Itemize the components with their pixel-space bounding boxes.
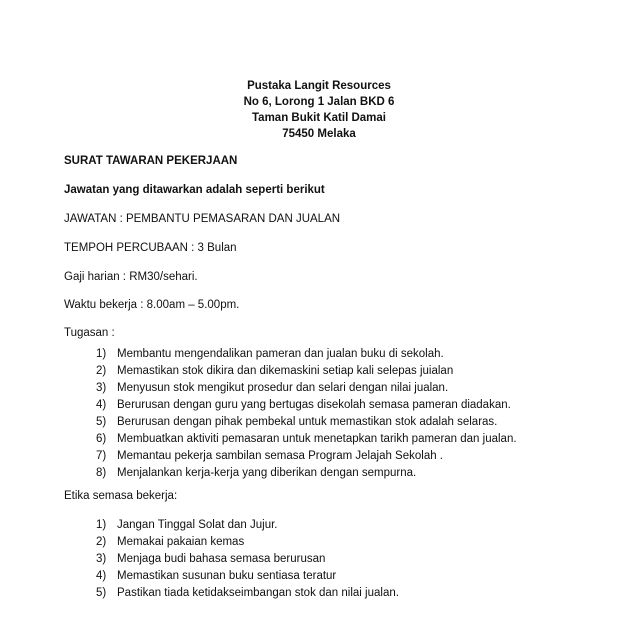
list-text: Memantau pekerja sambilan semasa Program Jelajah Sekolah .: [117, 450, 443, 462]
list-number: 3): [96, 553, 107, 565]
list-number: 6): [96, 433, 107, 445]
address-line-2: Taman Bukit Katil Damai: [252, 112, 386, 124]
list-number: 5): [96, 587, 107, 599]
list-text: Membuatkan aktiviti pemasaran untuk menetapkan tarikh pameran dan jualan.: [117, 433, 517, 445]
list-number: 1): [96, 348, 107, 360]
list-number: 2): [96, 536, 107, 548]
probation-line: TEMPOH PERCUBAAN : 3 Bulan: [64, 242, 237, 254]
salary-line: Gaji harian : RM30/sehari.: [64, 271, 198, 283]
list-number: 2): [96, 365, 107, 377]
hours-line: Waktu bekerja : 8.00am – 5.00pm.: [64, 299, 240, 311]
position-line: JAWATAN : PEMBANTU PEMASARAN DAN JUALAN: [64, 213, 341, 225]
duties-heading: Tugasan :: [64, 327, 115, 339]
list-text: Membantu mengendalikan pameran dan jualan buku di sekolah.: [117, 348, 444, 360]
list-text: Berurusan dengan pihak pembekal untuk memastikan stok adalah selaras.: [117, 416, 498, 428]
list-number: 1): [96, 519, 107, 531]
list-number: 7): [96, 450, 107, 462]
letter-subtitle: Jawatan yang ditawarkan adalah seperti berikut: [64, 184, 325, 196]
list-text: Pastikan tiada ketidakseimbangan stok dan nilai jualan.: [117, 587, 399, 599]
list-text: Menjalankan kerja-kerja yang diberikan dengan sempurna.: [117, 467, 417, 479]
list-number: 5): [96, 416, 107, 428]
address-line-3: 75450 Melaka: [282, 128, 356, 140]
company-name: Pustaka Langit Resources: [247, 80, 391, 92]
list-number: 3): [96, 382, 107, 394]
list-number: 4): [96, 399, 107, 411]
list-text: Menyusun stok mengikut prosedur dan selari dengan nilai jualan.: [117, 382, 449, 394]
list-text: Memakai pakaian kemas: [117, 536, 245, 548]
list-number: 4): [96, 570, 107, 582]
list-text: Memastikan susunan buku sentiasa teratur: [117, 570, 337, 582]
list-text: Memastikan stok dikira dan dikemaskini setiap kali selepas juialan: [117, 365, 454, 377]
list-text: Menjaga budi bahasa semasa berurusan: [117, 553, 326, 565]
address-line-1: No 6, Lorong 1 Jalan BKD 6: [243, 96, 395, 108]
letter-title: SURAT TAWARAN PEKERJAAN: [64, 155, 238, 167]
list-text: Berurusan dengan guru yang bertugas disekolah semasa pameran diadakan.: [117, 399, 511, 411]
list-number: 8): [96, 467, 107, 479]
list-text: Jangan Tinggal Solat dan Jujur.: [117, 519, 278, 531]
company-address-block: [214, 78, 424, 142]
ethics-heading: Etika semasa bekerja:: [64, 490, 178, 502]
